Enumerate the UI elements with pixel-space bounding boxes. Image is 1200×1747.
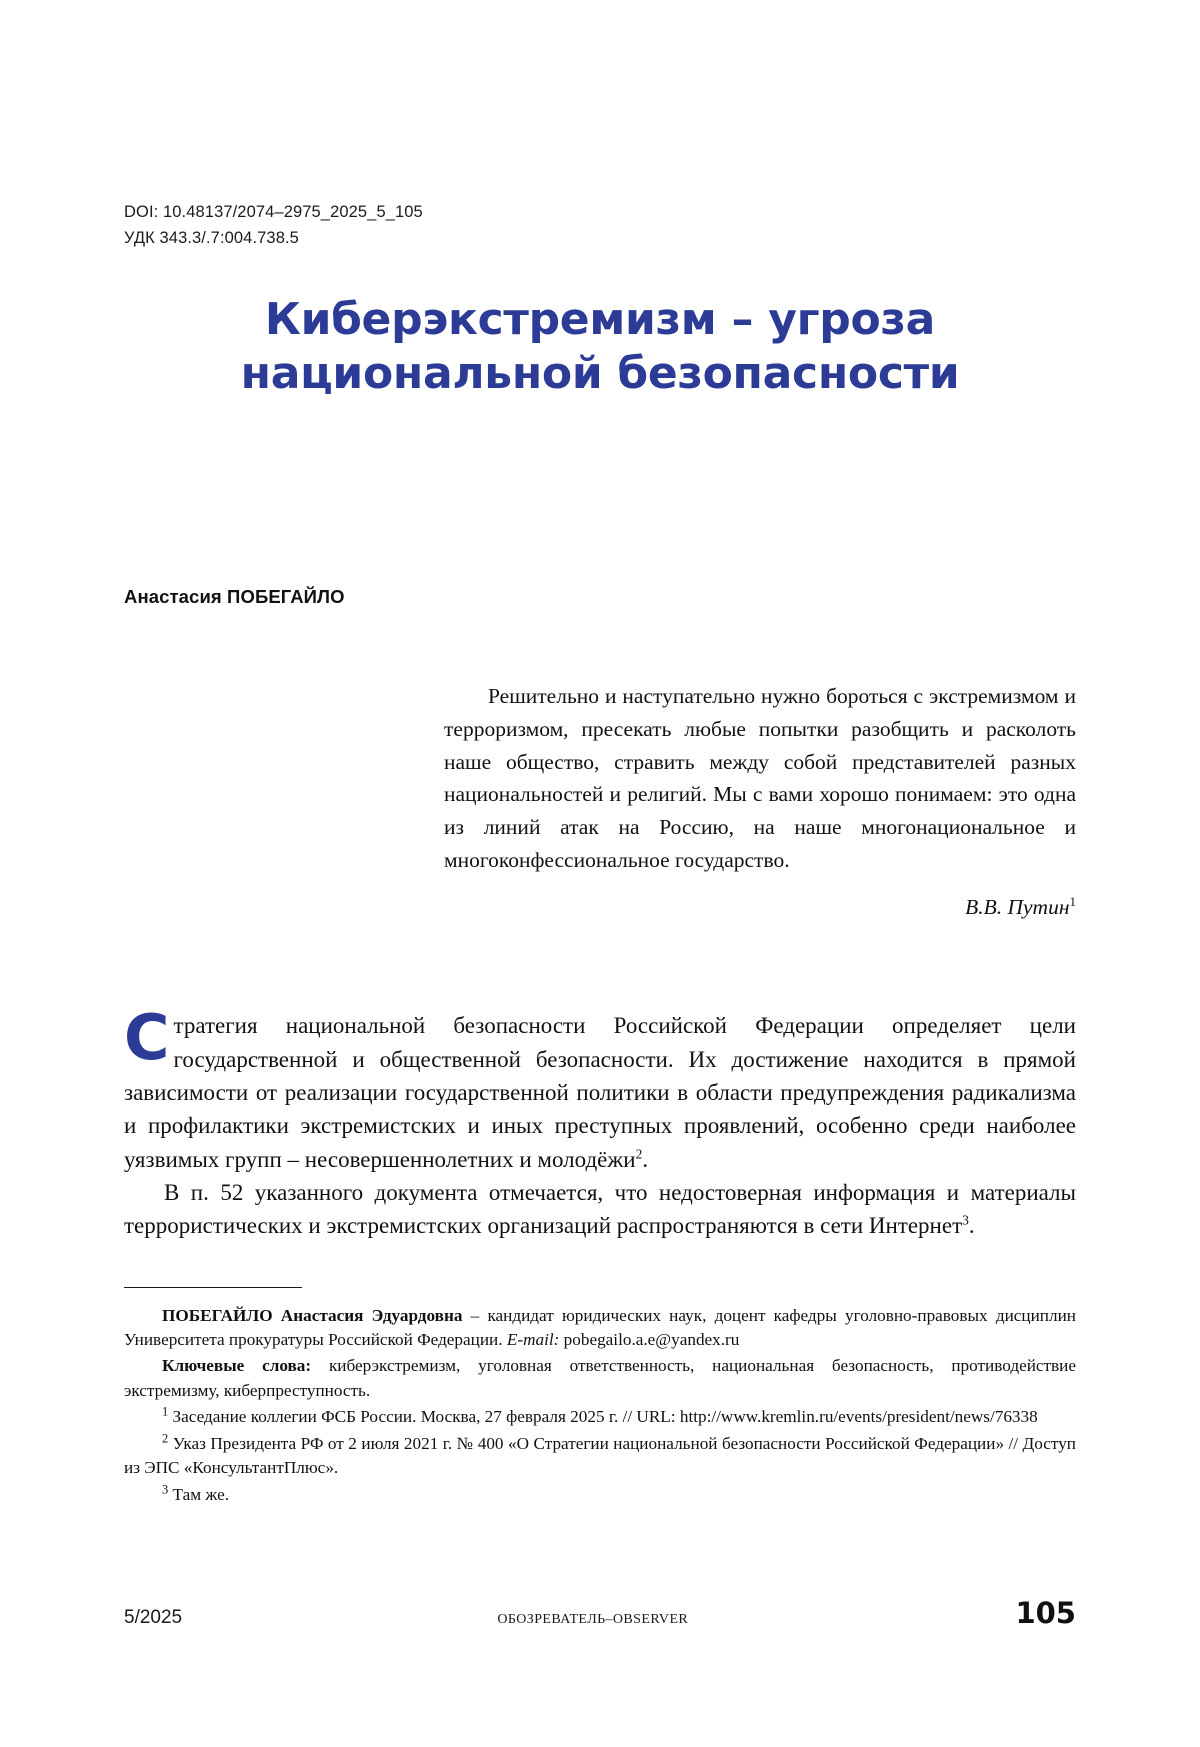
body-paragraph-1-tail: . xyxy=(642,1146,649,1172)
footnote-divider xyxy=(124,1287,302,1288)
keywords-note xyxy=(124,1354,1076,1403)
title-line-2: национальной безопасности xyxy=(240,347,960,399)
udk-line: УДК 343.3/.7:004.738.5 xyxy=(124,228,299,247)
doi-line: DOI: 10.48137/2074–2975_2025_5_105 xyxy=(124,203,423,221)
article-body xyxy=(124,1001,1076,1242)
author-bio-note xyxy=(124,1304,1076,1353)
page-number: 105 xyxy=(1015,1596,1076,1630)
body-footnote-ref-3: 3 xyxy=(962,1212,969,1228)
author-email[interactable]: pobegailo.a.e@yandex.ru xyxy=(559,1330,740,1349)
footnote-2 xyxy=(124,1432,1076,1481)
footnote-3 xyxy=(124,1483,1076,1507)
footnote-2-number: 2 xyxy=(162,1430,169,1445)
author-bio-text: – кандидат юридических наук, доцент кафедры уголовно-правовых дисциплин Университета прокуратуры Российской Федерации. xyxy=(124,1305,1076,1349)
author-bio-name: ПОБЕГАЙЛО Анастасия Эдуардовна xyxy=(162,1305,463,1325)
body-footnote-ref-2: 2 xyxy=(635,1145,643,1161)
author-name: Анастасия ПОБЕГАЙЛО xyxy=(124,586,345,608)
epigraph-source-name: В.В. Путин xyxy=(965,894,1070,919)
body-paragraph-1-text: тратегия национальной безопасности Российской Федерации определяет цели государственной и общественной безопасности. Их достижение находится в прямой зависимости от реализации государственной политики в области предупреждения радикализма и профилактики экстремистских и иных преступных проявлений, особенно среди наиболее уязвимых групп – несовершеннолетних и молодёжи xyxy=(124,1013,1076,1172)
epigraph-footnote-ref: 1 xyxy=(1069,893,1076,909)
footnote-1 xyxy=(124,1405,1076,1429)
body-paragraph-2-tail: . xyxy=(968,1213,975,1239)
page-footer xyxy=(124,1596,1076,1630)
epigraph-attribution xyxy=(444,891,1076,924)
drop-cap: С xyxy=(124,1001,170,1075)
epigraph xyxy=(444,680,1076,923)
journal-name: ОБОЗРЕВАТЕЛЬ–OBSERVER xyxy=(497,1612,689,1627)
body-paragraph-2-text: В п. 52 указанного документа отмечается, что недостоверная информация и материалы террористических и экстремистских организаций распространяются в сети Интернет xyxy=(124,1179,1076,1239)
body-paragraph-1 xyxy=(124,1001,1076,1176)
keywords-label: Ключевые слова: xyxy=(162,1356,312,1376)
footnote-1-text: Заседание коллегии ФСБ России. Москва, 27 февраля 2025 г. // URL: http://www.kremlin.ru/events/president/news/76338 xyxy=(172,1407,1038,1427)
page-title xyxy=(124,293,1076,400)
title-line-1: Киберэкстремизм – угроза xyxy=(264,294,936,346)
email-label: E-mail: xyxy=(506,1330,560,1349)
body-paragraph-2 xyxy=(124,1176,1076,1243)
footnotes-block xyxy=(124,1287,1076,1507)
page-content xyxy=(124,0,1076,1509)
footnote-1-number: 1 xyxy=(162,1404,169,1419)
issue-label: 5/2025 xyxy=(124,1607,183,1628)
footnote-2-text: Указ Президента РФ от 2 июля 2021 г. № 400 «О Стратегии национальной безопасности Российской Федерации» // Доступ из ЭПС «КонсультантПлюс». xyxy=(124,1433,1077,1478)
footnote-3-text: Там же. xyxy=(172,1484,229,1504)
epigraph-text: Решительно и наступательно нужно бороться с экстремизмом и терроризмом, пресекать любые попытки разобщить и расколоть наше общество, стравить между собой представителей разных национальностей и религий. Мы с вами хорошо понимаем: это одна из линий атак на Россию, на наше многонациональное и многоконфессиональное государство. xyxy=(444,684,1076,872)
footnote-3-number: 3 xyxy=(162,1481,169,1496)
keywords-text: киберэкстремизм, уголовная ответственность, национальная безопасность, противодействие экстремизму, киберпреступность. xyxy=(124,1356,1076,1400)
identifiers-block xyxy=(124,200,1076,251)
